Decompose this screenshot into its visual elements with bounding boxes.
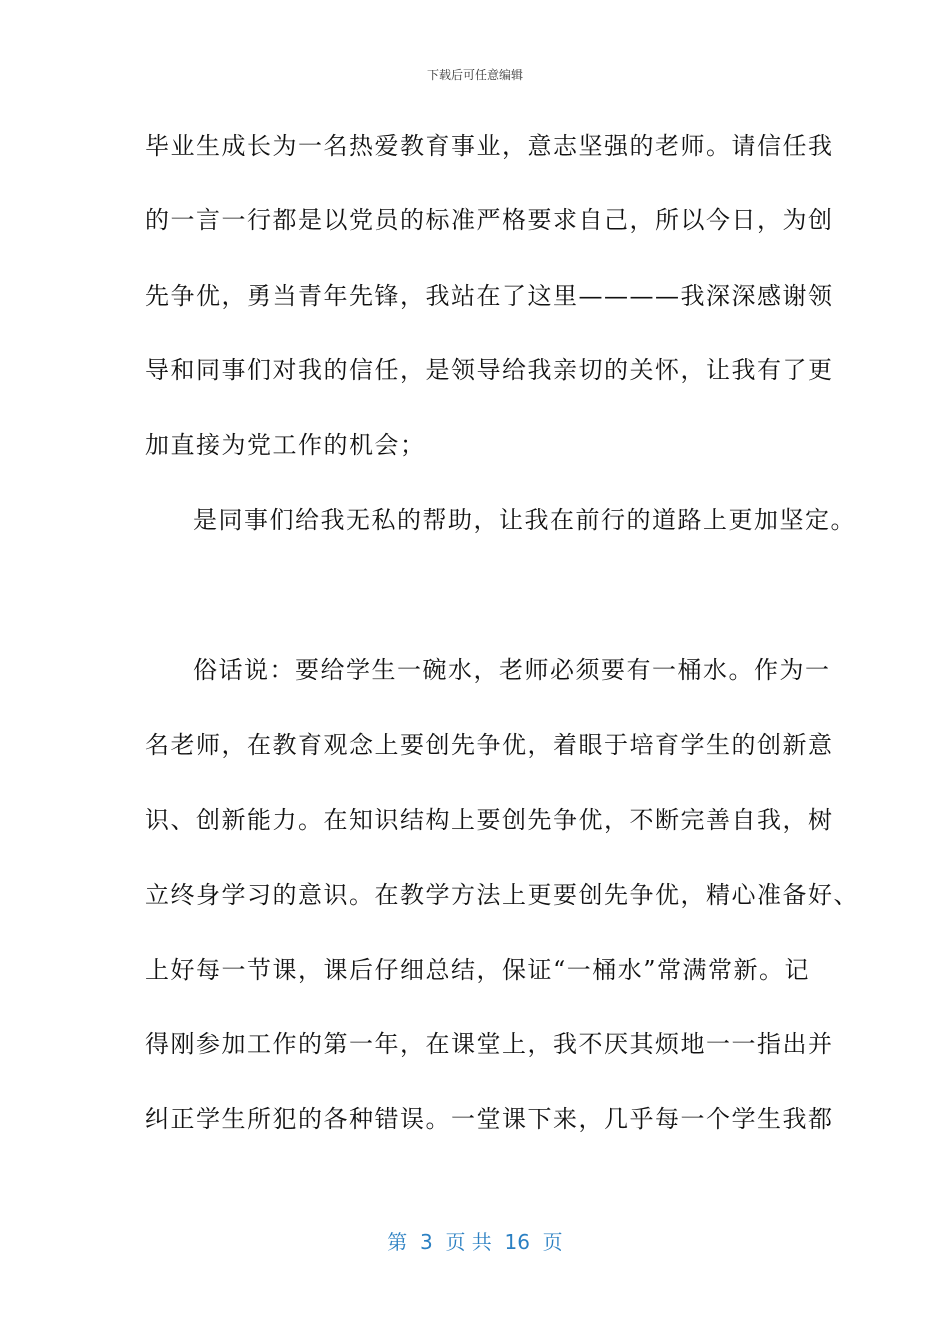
page-number-footer: 第 3 页 共 16 页 bbox=[387, 1230, 563, 1254]
text-line: 毕业生成长为一名热爱教育事业，意志坚强的老师。请信任我 bbox=[145, 132, 834, 160]
text-line: 名老师，在教育观念上要创先争优，着眼于培育学生的创新意 bbox=[145, 731, 834, 759]
text-line: 上好每一节课，课后仔细总结，保证“一桶水”常满常新。记 bbox=[145, 956, 811, 984]
text-line: 加直接为党工作的机会； bbox=[145, 431, 426, 459]
text-line: 的一言一行都是以党员的标准严格要求自己，所以今日，为创 bbox=[145, 206, 834, 234]
text-line: 识、创新能力。在知识结构上要创先争优，不断完善自我，树 bbox=[145, 806, 834, 834]
text-line: 得刚参加工作的第一年，在课堂上，我不厌其烦地一一指出并 bbox=[145, 1030, 834, 1058]
page-header: 下载后可任意编辑 bbox=[426, 68, 523, 82]
paragraph-first-line: 俗话说：要给学生一碗水，老师必须要有一桶水。作为一 bbox=[193, 656, 831, 684]
text-line: 导和同事们对我的信任，是领导给我亲切的关怀，让我有了更 bbox=[145, 356, 834, 384]
text-line: 立终身学习的意识。在教学方法上更要创先争优，精心准备好、 bbox=[145, 881, 859, 909]
text-line: 纠正学生所犯的各种错误。一堂课下来，几乎每一个学生我都 bbox=[145, 1105, 834, 1133]
paragraph-first-line: 是同事们给我无私的帮助，让我在前行的道路上更加坚定。 bbox=[193, 506, 856, 534]
text-line: 先争优，勇当青年先锋，我站在了这里————我深深感谢领 bbox=[145, 282, 834, 310]
